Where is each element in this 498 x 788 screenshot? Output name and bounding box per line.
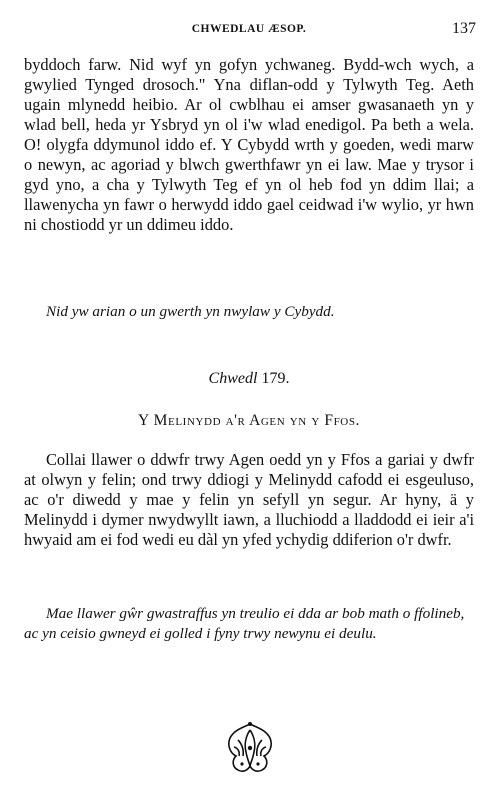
running-head [0,20,498,42]
fable-179-moral: Mae llawer gŵr gwastraffus yn treulio ei dda ar bob math o ffolineb, ac yn ceisio gwneyd ei golled i fyny trwy newynu ei deulu. [24,605,465,642]
fable-179-paragraph: Collai llawer o ddwfr trwy Agen oedd yn y Ffos a gariai y dwfr at olwyn y felin; ond trwy ddiogi y Melinydd cafodd ei esgeuluso, ac o'r diwedd y mae y felin yn sefyll yn segur. Ar hyny, ä y Melinydd i dymer nwydwyllt iawn, a lluchiodd a lladdodd ei ieir a'i hwyaid am ei fod wedi eu dàl yn yfed ychydig ddiferion o'r dwfr. [24,450,474,549]
fable-number-label: Chwedl [208,370,258,387]
running-title: CHWEDLAU ÆSOP. [191,23,307,35]
fable-number-value: 179. [261,370,290,387]
fable-number-heading [0,370,498,388]
fable-178-moral: Nid yw arian o un gwerth yn nwylaw y Cybydd. [46,303,335,320]
page-number: 137 [452,20,476,37]
fable-title: Y Melinydd a'r Agen yn y Ffos. [137,412,361,429]
floral-tailpiece-icon [224,720,276,774]
fable-178-closing-paragraph: byddoch farw. Nid wyf yn gofyn ychwaneg. Bydd-wch wych, a gwylied Tynged drosoch." Yna diflan-odd y Tylwyth Teg. Aeth ugain mlynedd heibio. Ar ol cwblhau ei amser gwasanaeth yn y wlad bell, heda yr Ysbryd yn ol i'w wlad enedigol. Pa beth a wela. O! olygfa ddymunol iddo ef. Y Cybydd wrth y goeden, wedi marw o newyn, ac agoriad y blwch gwerthfawr yn ei law. Mae y trysor i gyd yno, a cha y Tylwyth Teg ef yn ol heb fod yn ddim llai; a llawenycha yn fawr o herwydd iddo gael ceidwad i'w wylio, yr hwn ni chostiodd yr un ddimeu iddo. [24,55,474,234]
